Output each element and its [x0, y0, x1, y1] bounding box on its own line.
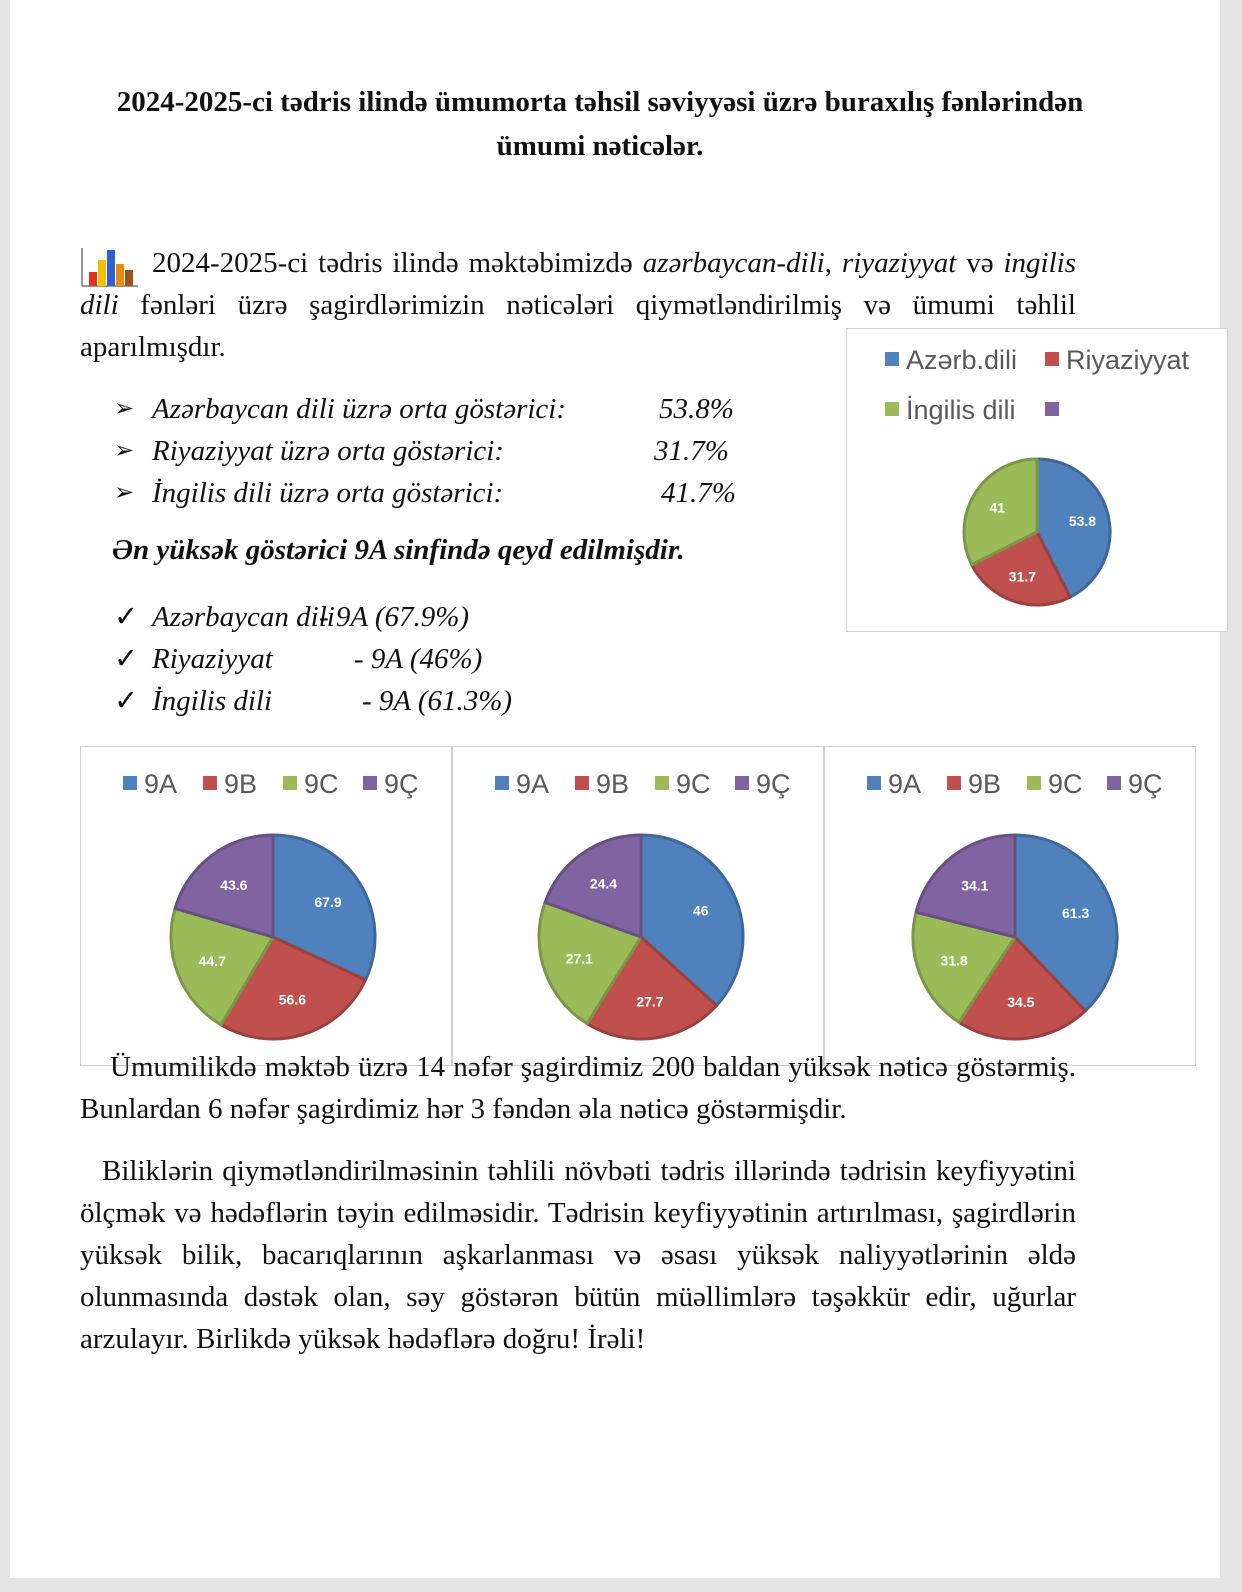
- intro-text-1: 2024-2025-ci tədris ilində məktəbimizdə: [152, 247, 643, 279]
- best-value: - 9A (67.9%): [319, 601, 470, 633]
- average-label: Riyaziyyat üzrə orta göstərici:: [152, 435, 504, 467]
- arrow-bullet-icon: ➢: [114, 396, 135, 422]
- best-row-azerbaijani: [114, 596, 754, 638]
- intro-subject-math: riyaziyyat: [841, 247, 957, 279]
- slice-value-label: 34.5: [1007, 994, 1035, 1011]
- legend-label: 9Ç: [756, 769, 791, 799]
- best-row-english: [114, 680, 754, 722]
- checkmark-icon: ✓: [114, 685, 139, 717]
- english-pie-chart: [824, 746, 1196, 1066]
- intro-text-3: və: [956, 247, 1004, 279]
- slice-value-label: 27.1: [565, 950, 593, 967]
- best-value: - 9A (46%): [354, 643, 483, 675]
- legend-label: 9C: [676, 769, 711, 799]
- legend-label: 9A: [888, 769, 922, 799]
- legend-label: Azərb.dili: [906, 345, 1018, 375]
- pie-svg: [825, 747, 1195, 1065]
- arrow-bullet-icon: ➢: [114, 480, 135, 506]
- slice-value-label: 31.8: [940, 952, 968, 969]
- average-label: İngilis dili üzrə orta göstərici:: [152, 477, 504, 509]
- slice-value-label: 46: [692, 902, 709, 919]
- slice-value-label: 43.6: [220, 876, 248, 893]
- arrow-bullet-icon: ➢: [114, 438, 135, 464]
- average-value: 41.7%: [661, 477, 736, 509]
- legend-label: 9B: [224, 769, 258, 799]
- best-label: Riyaziyyat: [152, 643, 273, 675]
- best-row-math: [114, 638, 754, 680]
- slice-value-label: 27.7: [636, 993, 664, 1010]
- highlight-statement: Ən yüksək göstərici 9A sinfində qeyd edilmişdir.: [112, 534, 685, 566]
- legend-label: 9A: [144, 769, 178, 799]
- averages-list: [114, 388, 754, 514]
- best-label: İngilis dili: [152, 685, 273, 717]
- closing-text: Biliklərin qiymətləndirilməsinin təhlili növbəti tədris illərində tədrisin keyfiyyətini ölçmək və hədəflərin təyin edilməsidir. Tədrisin keyfiyyətinin artırılması, şagirdlərin yüksək bilik, bacarıqlarının aşkarlanması və əsası yüksək naliyyətlərinin əldə olunmasında dəstək olan, səy göstərən bütün müəllimlərə təşəkkür edir, uğurlar arzulayır. Birlikdə yüksək hədəflərə doğru! İrəli!: [80, 1155, 1076, 1355]
- average-label: Azərbaycan dili üzrə orta göstərici:: [152, 393, 567, 425]
- slice-value-label: 34.1: [961, 877, 989, 894]
- checkmark-icon: ✓: [114, 601, 139, 633]
- summary-text: Ümumilikdə məktəb üzrə 14 nəfər şagirdimiz 200 baldan yüksək nəticə göstərmiş. Bunlardan 6 nəfər şagirdimiz hər 3 fəndən əla nəticə göstərmişdir.: [80, 1051, 1076, 1125]
- legend-label: Riyaziyyat: [1066, 345, 1190, 375]
- legend-label: 9Ç: [384, 769, 419, 799]
- slice-value-label: 24.4: [589, 875, 618, 892]
- document-page: [10, 0, 1220, 1578]
- best-value: - 9A (61.3%): [362, 685, 513, 717]
- average-row-azerbaijani: [114, 388, 754, 430]
- intro-text-4: fənləri üzrə şagirdlərimizin nəticələri qiymətləndirilmiş və ümumi təhlil aparılmışdır.: [80, 289, 1076, 363]
- pie-svg: [453, 747, 823, 1065]
- math-pie-chart: [452, 746, 824, 1066]
- intro-text-2: ,: [824, 247, 842, 279]
- legend-label: 9B: [968, 769, 1002, 799]
- average-value: 53.8%: [659, 393, 734, 425]
- legend-label: İngilis dili: [906, 395, 1016, 425]
- intro-subject-azerbaijani: azərbaycan-dili: [642, 247, 825, 279]
- intro-subject-english: ingilis dili: [80, 247, 1077, 321]
- average-row-math: [114, 430, 754, 472]
- best-results-list: [114, 596, 754, 722]
- slice-value-label: 61.3: [1062, 904, 1090, 921]
- legend-label: 9C: [304, 769, 339, 799]
- legend-label: 9C: [1048, 769, 1083, 799]
- slice-value-label: 67.9: [314, 893, 342, 910]
- summary-paragraph: [80, 1046, 1076, 1130]
- slice-value-label: 31.7: [1008, 568, 1037, 585]
- slice-value-label: 56.6: [278, 991, 306, 1008]
- overall-pie-chart: [846, 328, 1228, 632]
- legend-label: 9B: [596, 769, 630, 799]
- pie-svg: [847, 329, 1227, 631]
- checkmark-icon: ✓: [114, 643, 139, 675]
- pie-svg: [81, 747, 451, 1065]
- average-row-english: [114, 472, 754, 514]
- page-title: 2024-2025-ci tədris ilində ümumorta təhsil səviyyəsi üzrə buraxılış fənlərindən ümumi nəticələr.: [116, 86, 1084, 162]
- legend-label: 9A: [516, 769, 550, 799]
- closing-paragraph: [80, 1150, 1076, 1360]
- slice-value-label: 53.8: [1068, 513, 1097, 530]
- legend-label: 9Ç: [1128, 769, 1163, 799]
- slice-value-label: 41: [989, 499, 1006, 516]
- average-value: 31.7%: [654, 435, 729, 467]
- slice-value-label: 44.7: [198, 952, 226, 969]
- azerbaijani-pie-chart: [80, 746, 452, 1066]
- best-label: Azərbaycan dili: [152, 601, 335, 633]
